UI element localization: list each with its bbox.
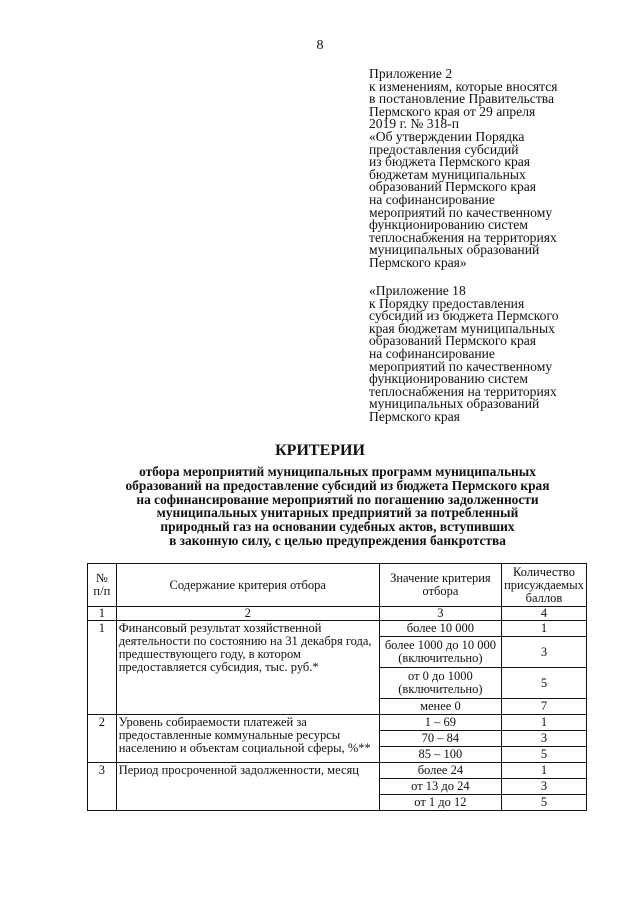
appendix-2-line: теплоснабжения на территориях	[369, 229, 557, 245]
appendix-2-line: мероприятий по качественному	[369, 204, 553, 220]
subtitle-line: природный газ на основании судебных актов, вступивших	[160, 519, 515, 535]
table-row	[88, 763, 587, 779]
appendix-2-line: Пермского края»	[369, 254, 467, 270]
appendix-18-line: субсидий из бюджета Пермского	[369, 308, 559, 324]
document-title: КРИТЕРИИ	[275, 442, 365, 459]
appendix-2-line: функционированию систем	[369, 217, 528, 233]
column-number: 4	[501, 607, 586, 621]
document-subtitle	[95, 465, 580, 548]
appendix-18-line: функционированию систем	[369, 371, 528, 387]
criterion-description: Уровень собираемости платежей за предоставленные коммунальные ресурсы населению и объектам социальной сферы, %**	[116, 715, 379, 763]
criterion-points: 1	[501, 715, 586, 731]
appendix-18-line: края бюджетам муниципальных	[369, 320, 555, 336]
criterion-value: более 24	[379, 763, 501, 779]
criterion-value: 70 – 84	[379, 731, 501, 747]
appendix-2-line: Пермского края от 29 апреля	[369, 103, 536, 119]
page-number: 8	[316, 38, 324, 53]
criterion-value: 85 – 100	[379, 747, 501, 763]
appendix-18-line: образований Пермского края	[369, 333, 537, 349]
appendix-2-line: в постановление Правительства	[369, 91, 555, 107]
header-value: Значение критерия отбора	[379, 564, 501, 607]
criterion-value: менее 0	[379, 699, 501, 715]
criterion-points: 1	[501, 763, 586, 779]
appendix-2-line: «Об утверждении Порядка	[369, 128, 525, 144]
column-number-row	[88, 607, 587, 621]
appendix-2-line: из бюджета Пермского края	[369, 154, 531, 170]
subtitle-line: муниципальных унитарных предприятий за потребленный	[156, 505, 519, 521]
criterion-points: 3	[501, 731, 586, 747]
appendix-18-line: «Приложение 18	[369, 283, 466, 298]
appendix-18-line: Пермского края	[369, 408, 460, 424]
criterion-points: 3	[501, 637, 586, 668]
subtitle-line: образований на предоставление субсидий из бюджета Пермского края	[125, 477, 550, 493]
appendix-2-line: бюджетам муниципальных	[369, 166, 526, 182]
column-number: 3	[379, 607, 501, 621]
appendix-18-line: теплоснабжения на территориях	[369, 383, 557, 399]
subtitle-line: в законную силу, с целью предупреждения банкротства	[169, 532, 506, 548]
criterion-points: 5	[501, 747, 586, 763]
header-points: Количество присуждаемых баллов	[501, 564, 586, 607]
subtitle-line: на софинансирование мероприятий по погашению задолженности	[136, 491, 539, 507]
appendix-18-line: муниципальных образований	[369, 396, 540, 412]
appendix-2-line: предоставления субсидий	[369, 141, 519, 157]
header-num: № п/п	[88, 564, 117, 607]
criterion-value: от 0 до 1000 (включительно)	[379, 668, 501, 699]
appendix-18-block	[369, 285, 609, 424]
row-number: 3	[88, 763, 117, 811]
criteria-table	[87, 563, 587, 811]
criterion-points: 7	[501, 699, 586, 715]
column-number: 1	[88, 607, 117, 621]
criterion-value: от 1 до 12	[379, 795, 501, 811]
row-number: 1	[88, 621, 117, 715]
appendix-18-line: к Порядку предоставления	[369, 295, 525, 311]
appendix-2-line: муниципальных образований	[369, 242, 540, 258]
table-row	[88, 621, 587, 637]
criterion-value: от 13 до 24	[379, 779, 501, 795]
appendix-18-line: на софинансирование	[369, 345, 495, 361]
appendix-2-line: образований Пермского края	[369, 179, 537, 195]
appendix-2-line: Приложение 2	[369, 66, 453, 81]
criterion-value: более 1000 до 10 000 (включительно)	[379, 637, 501, 668]
appendix-18-line: мероприятий по качественному	[369, 358, 553, 374]
appendix-2-block	[369, 68, 609, 270]
criterion-value: 1 – 69	[379, 715, 501, 731]
column-number: 2	[116, 607, 379, 621]
appendix-2-line: к изменениям, которые вносятся	[369, 78, 558, 94]
criterion-points: 5	[501, 795, 586, 811]
criterion-points: 3	[501, 779, 586, 795]
criterion-description: Период просроченной задолженности, месяц	[116, 763, 379, 811]
header-criterion: Содержание критерия отбора	[116, 564, 379, 607]
table-row	[88, 715, 587, 731]
appendix-2-line: 2019 г. № 318-п	[369, 116, 459, 132]
criterion-points: 5	[501, 668, 586, 699]
subtitle-line: отбора мероприятий муниципальных программ муниципальных	[139, 464, 536, 479]
criterion-description: Финансовый результат хозяйственной деятельности по состоянию на 31 декабря года, предшествующего году, в котором предоставляется субсидия, тыс. руб.*	[116, 621, 379, 715]
appendix-2-line: на софинансирование	[369, 191, 495, 207]
criterion-value: более 10 000	[379, 621, 501, 637]
table-header-row	[88, 564, 587, 607]
row-number: 2	[88, 715, 117, 763]
criterion-points: 1	[501, 621, 586, 637]
